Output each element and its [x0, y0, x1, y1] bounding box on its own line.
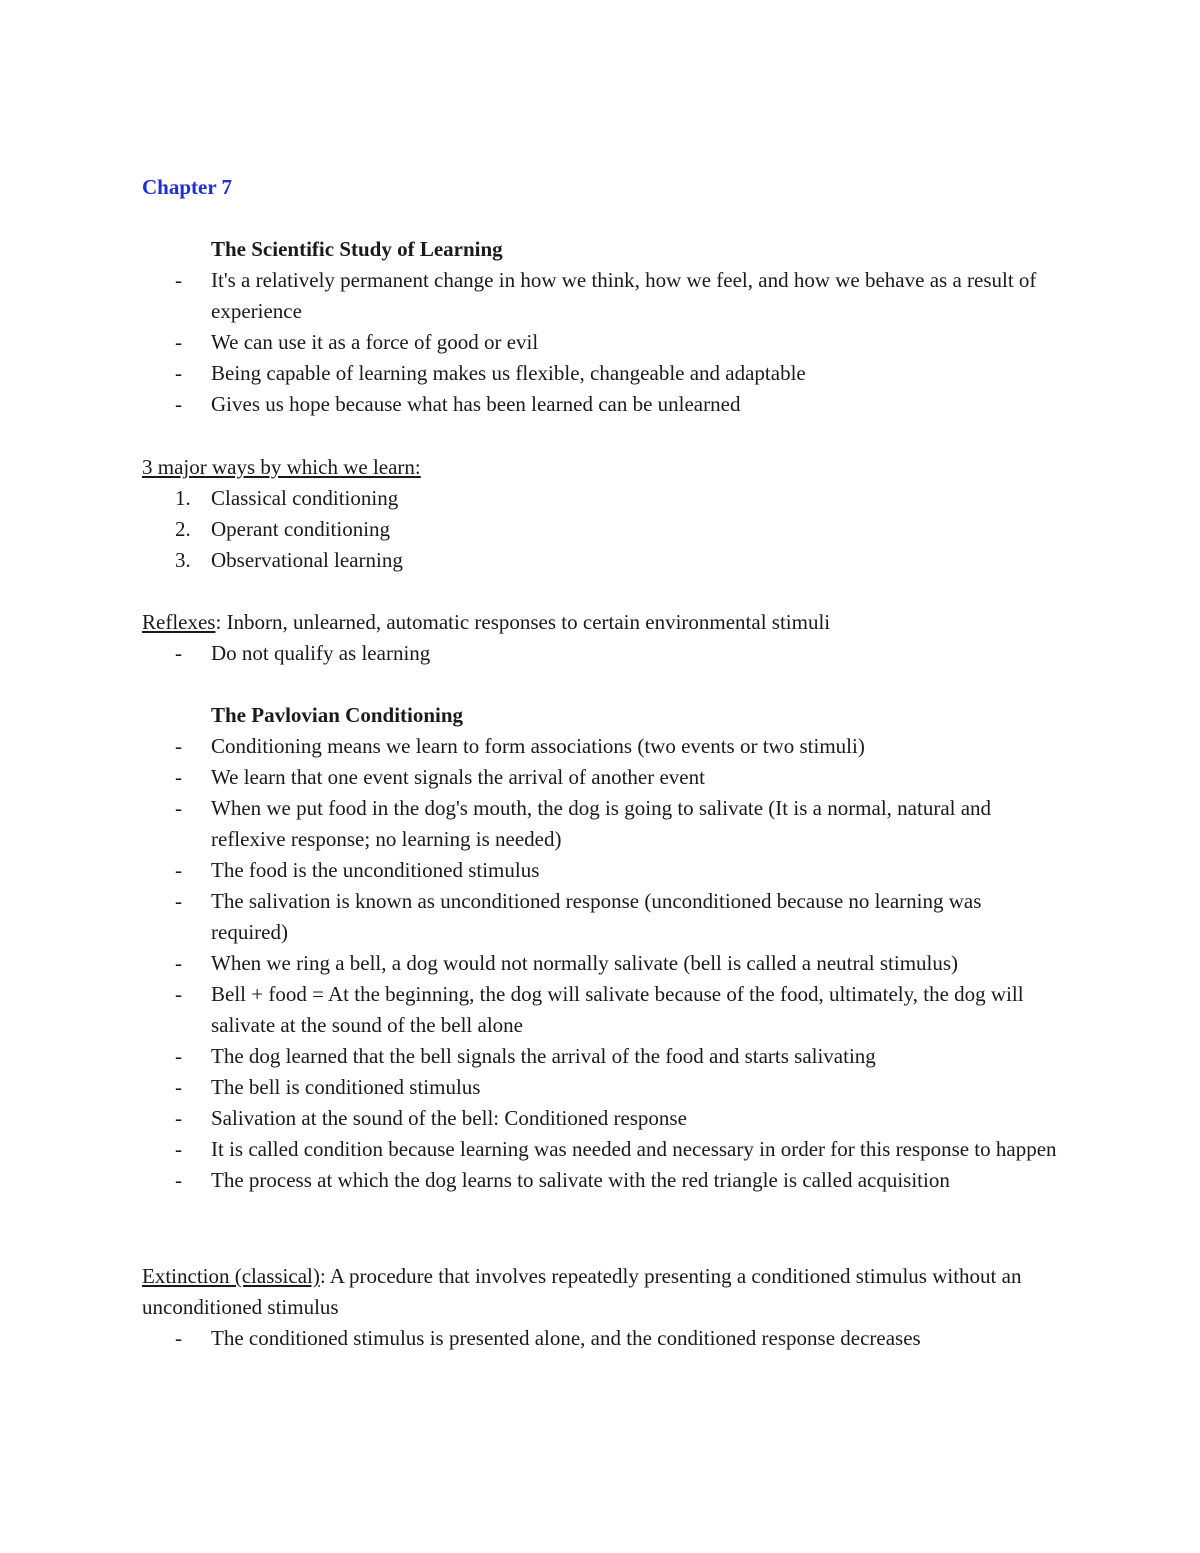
- bullet-list: [142, 638, 1062, 669]
- list-item: - The bell is conditioned stimulus: [142, 1072, 1062, 1103]
- item-number: 1.: [175, 486, 191, 510]
- list-item: - Do not qualify as learning: [142, 638, 1062, 669]
- bullet-dash: -: [175, 982, 182, 1006]
- bullet-dash: -: [175, 1137, 182, 1161]
- section-ways-of-learning: [142, 452, 1062, 576]
- extinction-definition: Extinction (classical): A procedure that involves repeatedly presenting a conditioned stimulus without an unconditioned stimulus: [142, 1264, 1022, 1319]
- list-item: - Conditioning means we learn to form associations (two events or two stimuli): [142, 731, 1062, 762]
- section-extinction: [142, 1261, 1062, 1354]
- bullet-dash: -: [175, 392, 182, 416]
- bullet-dash: -: [175, 765, 182, 789]
- list-item: - Gives us hope because what has been learned can be unlearned: [142, 389, 1062, 420]
- list-item: 2. Operant conditioning: [142, 514, 1062, 545]
- list-item: - When we put food in the dog's mouth, the dog is going to salivate (It is a normal, natural and reflexive response; no learning is needed): [142, 793, 1062, 855]
- bullet-dash: -: [175, 951, 182, 975]
- bullet-dash: -: [175, 858, 182, 882]
- bullet-dash: -: [175, 1075, 182, 1099]
- reflexes-definition: Reflexes: Inborn, unlearned, automatic responses to certain environmental stimuli: [142, 610, 831, 634]
- item-number: 2.: [175, 517, 191, 541]
- term: Reflexes: [142, 610, 216, 634]
- bullet-dash: -: [175, 361, 182, 385]
- section-heading: The Pavlovian Conditioning: [211, 703, 464, 727]
- list-item: - Being capable of learning makes us flexible, changeable and adaptable: [142, 358, 1062, 389]
- ways-title: 3 major ways by which we learn:: [142, 455, 421, 479]
- item-number: 3.: [175, 548, 191, 572]
- section-pavlovian: [142, 700, 1062, 1196]
- bullet-dash: -: [175, 641, 182, 665]
- list-item: 1. Classical conditioning: [142, 483, 1062, 514]
- list-item: - We learn that one event signals the arrival of another event: [142, 762, 1062, 793]
- bullet-dash: -: [175, 796, 182, 820]
- bullet-list: [142, 265, 1062, 420]
- list-item: - The food is the unconditioned stimulus: [142, 855, 1062, 886]
- term: Extinction (classical): [142, 1264, 320, 1288]
- bullet-list: [142, 1323, 1062, 1354]
- section-scientific-study: [142, 234, 1062, 420]
- list-item: - The salivation is known as unconditioned response (unconditioned because no learning was required): [142, 886, 1062, 948]
- list-item: - It's a relatively permanent change in how we think, how we feel, and how we behave as a result of experience: [142, 265, 1062, 327]
- bullet-dash: -: [175, 1168, 182, 1192]
- bullet-dash: -: [175, 1044, 182, 1068]
- list-item: 3. Observational learning: [142, 545, 1062, 576]
- list-item: - It is called condition because learning was needed and necessary in order for this response to happen: [142, 1134, 1062, 1165]
- section-reflexes: [142, 607, 1062, 669]
- list-item: - The dog learned that the bell signals the arrival of the food and starts salivating: [142, 1041, 1062, 1072]
- list-item: - The process at which the dog learns to salivate with the red triangle is called acquisition: [142, 1165, 1062, 1196]
- bullet-dash: -: [175, 889, 182, 913]
- list-item: - We can use it as a force of good or evil: [142, 327, 1062, 358]
- bullet-dash: -: [175, 1326, 182, 1350]
- list-item: - Bell + food = At the beginning, the dog will salivate because of the food, ultimately, the dog will salivate at the sound of the bell alone: [142, 979, 1062, 1041]
- bullet-dash: -: [175, 734, 182, 758]
- numbered-list: [142, 483, 1062, 576]
- chapter-title: Chapter 7: [142, 175, 233, 199]
- list-item: - Salivation at the sound of the bell: Conditioned response: [142, 1103, 1062, 1134]
- section-heading: The Scientific Study of Learning: [211, 237, 503, 261]
- bullet-dash: -: [175, 330, 182, 354]
- list-item: - When we ring a bell, a dog would not normally salivate (bell is called a neutral stimulus): [142, 948, 1062, 979]
- bullet-list: [142, 731, 1062, 1196]
- bullet-dash: -: [175, 1106, 182, 1130]
- bullet-dash: -: [175, 268, 182, 292]
- list-item: - The conditioned stimulus is presented alone, and the conditioned response decreases: [142, 1323, 1062, 1354]
